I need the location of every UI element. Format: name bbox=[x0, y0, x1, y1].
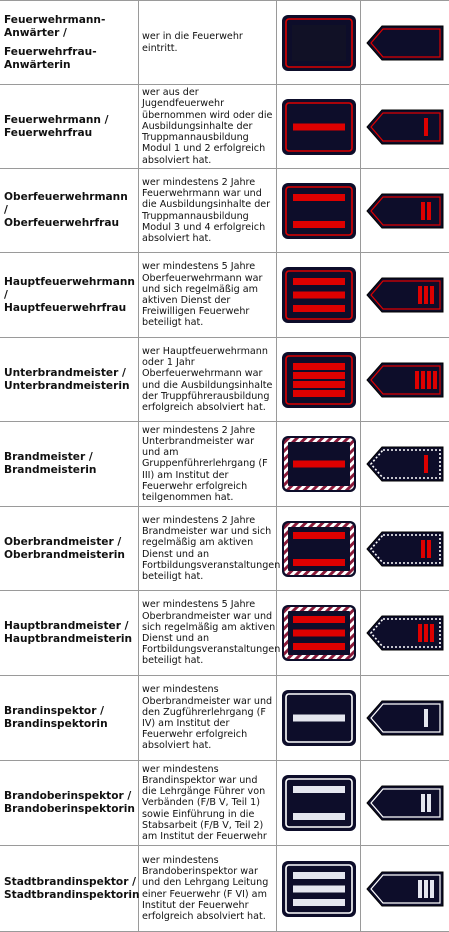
rank-badge-icon bbox=[281, 774, 357, 832]
rank-title-line: Brandmeister / bbox=[4, 451, 93, 463]
rank-title-line: Unterbrandmeisterin bbox=[4, 379, 130, 392]
badge-stripe bbox=[293, 885, 345, 892]
rank-title-line: Oberbrandmeisterin bbox=[4, 548, 125, 561]
rank-description-cell bbox=[139, 338, 277, 421]
shoulder-board-icon bbox=[364, 614, 446, 652]
rank-badge-cell bbox=[277, 422, 361, 506]
rank-description-cell bbox=[139, 507, 281, 590]
shoulder-bar bbox=[421, 540, 425, 558]
rank-description: wer mindestens Brandinspektor war und die Lehrgänge Führer von Verbänden (F/B V, Teil 1) sowie Einführung in die Stabsarbeit (F/B V, Teil 2) am Institut der Feuerwehr bbox=[142, 763, 267, 842]
shoulder-bar bbox=[427, 202, 431, 220]
rank-title-line: Hauptbrandmeister / bbox=[4, 620, 129, 632]
rank-badge-icon bbox=[281, 182, 357, 240]
rank-title bbox=[4, 536, 125, 562]
rank-description: wer mindestens 5 Jahre Oberfeuerwehrmann war und sich regelmäßig am aktiven Dienst der Freiwilligen Feuerwehr beteiligt hat. bbox=[142, 261, 263, 329]
rank-description: wer in die Feuerwehr eintritt. bbox=[142, 31, 243, 54]
shoulder-bar bbox=[421, 794, 425, 812]
rank-title bbox=[4, 620, 132, 646]
rank-description-cell bbox=[139, 676, 277, 760]
shoulder-bar bbox=[424, 624, 428, 642]
rank-shoulder-cell bbox=[361, 85, 449, 168]
shoulder-board-icon bbox=[364, 24, 446, 62]
rank-title bbox=[4, 114, 109, 140]
rank-row bbox=[0, 591, 449, 676]
shoulder-board-icon bbox=[364, 784, 446, 822]
rank-description: wer mindestens 2 Jahre Unterbrandmeister war und am Gruppenführerlehrgang (F III) am Institut der Feuerwehr erfolgreich teilgenommen hat. bbox=[142, 424, 268, 503]
badge-stripe bbox=[293, 363, 345, 370]
rank-title-cell bbox=[0, 338, 139, 421]
rank-title-line: Feuerwehrfrau bbox=[4, 126, 93, 139]
rank-badge-icon bbox=[281, 98, 357, 156]
rank-badge-icon bbox=[281, 604, 357, 662]
rank-badge-icon bbox=[281, 351, 357, 409]
rank-title-line: Brandoberinspektor / bbox=[4, 790, 132, 802]
shoulder-bar bbox=[427, 540, 431, 558]
rank-description-cell bbox=[139, 253, 277, 337]
rank-description-cell bbox=[139, 761, 277, 845]
rank-title-line: Hauptfeuerwehrmann / bbox=[4, 275, 135, 301]
rank-description-cell bbox=[139, 591, 281, 675]
rank-badge-cell bbox=[277, 761, 361, 845]
rank-row bbox=[0, 85, 449, 169]
shoulder-board-icon bbox=[364, 870, 446, 908]
rank-title-cell bbox=[0, 761, 139, 845]
rank-row bbox=[0, 676, 449, 761]
rank-shoulder-cell bbox=[361, 338, 449, 421]
rank-row bbox=[0, 0, 449, 85]
rank-description: wer mindestens Oberbrandmeister war und den Zugführerlehrgang (F IV) am Institut der Feuerwehr erfolgreich absolviert hat. bbox=[142, 684, 273, 752]
shoulder-bar bbox=[421, 202, 425, 220]
rank-badge-icon bbox=[281, 689, 357, 747]
rank-badge-cell bbox=[277, 338, 361, 421]
rank-badge-cell bbox=[277, 253, 361, 337]
rank-title-line: Brandinspektor / bbox=[4, 705, 104, 717]
rank-badge-cell bbox=[277, 1, 361, 84]
shoulder-bar bbox=[424, 286, 428, 304]
rank-title-line: Oberfeuerwehrmann / bbox=[4, 191, 128, 216]
shoulder-bar bbox=[433, 371, 437, 389]
badge-stripe bbox=[293, 278, 345, 285]
rank-description-cell bbox=[139, 169, 277, 252]
rank-badge-cell bbox=[277, 591, 361, 675]
badge-stripe bbox=[293, 372, 345, 379]
rank-title-line: Brandinspektorin bbox=[4, 718, 108, 730]
rank-badge-icon bbox=[281, 14, 357, 72]
rank-title-line: Feuerwehrmann / bbox=[4, 113, 109, 126]
rank-description: wer Hauptfeuerwehrmann oder 1 Jahr Oberfeuerwehrmann war und die Ausbildungsinhalte der Truppführerausbildung erfolgreich absolviert hat. bbox=[142, 345, 273, 413]
rank-title-cell bbox=[0, 253, 139, 337]
shoulder-board-icon bbox=[364, 192, 446, 230]
shoulder-board-icon bbox=[364, 361, 446, 399]
rank-row bbox=[0, 253, 449, 338]
rank-description-cell bbox=[139, 422, 277, 506]
shoulder-bar bbox=[430, 624, 434, 642]
rank-row bbox=[0, 422, 449, 507]
badge-stripe bbox=[293, 899, 345, 906]
rank-title-cell bbox=[0, 507, 139, 590]
rank-title-cell bbox=[0, 1, 139, 84]
rank-title-line: Stadtbrandinspektorin bbox=[4, 888, 140, 901]
rank-title-line: Hauptfeuerwehrfrau bbox=[4, 301, 127, 314]
badge-stripe bbox=[293, 305, 345, 312]
rank-title-line: Hauptbrandmeisterin bbox=[4, 633, 133, 645]
rank-badge-icon bbox=[281, 435, 357, 493]
rank-title-line: Anwärterin bbox=[4, 58, 71, 71]
rank-description: wer mindestens 2 Jahre Brandmeister war und sich regelmäßig am aktiven Dienst und an Fortbildungsveranstaltungen beteiligt hat. bbox=[142, 514, 281, 582]
rank-badge-cell bbox=[277, 676, 361, 760]
rank-title bbox=[4, 276, 135, 315]
rank-title-cell bbox=[0, 846, 139, 931]
rank-row bbox=[0, 761, 449, 846]
rank-title-line: Feuerwehrmann- bbox=[4, 13, 106, 26]
shoulder-bar bbox=[430, 880, 434, 898]
rank-description: wer mindestens Brandoberinspektor war und den Lehrgang Leitung einer Feuerwehr (F VI) am Institut der Feuerwehr erfolgreich absolviert hat. bbox=[142, 854, 269, 922]
shoulder-bar bbox=[427, 371, 431, 389]
badge-stripe bbox=[293, 123, 345, 130]
rank-title-line: Feuerwehrfrau- bbox=[4, 45, 97, 58]
rank-title-line: Oberfeuerwehrfrau bbox=[4, 217, 120, 229]
rank-badge-icon bbox=[281, 520, 357, 578]
rank-title bbox=[4, 876, 140, 902]
rank-title-cell bbox=[0, 591, 139, 675]
badge-stripe bbox=[293, 390, 345, 397]
shoulder-bar bbox=[424, 455, 428, 473]
rank-description-cell bbox=[139, 846, 277, 931]
shoulder-bar bbox=[418, 880, 422, 898]
rank-row bbox=[0, 507, 449, 591]
badge-stripe bbox=[293, 813, 345, 820]
rank-row bbox=[0, 169, 449, 253]
badge-stripe bbox=[293, 559, 345, 566]
badge-stripe bbox=[293, 381, 345, 388]
rank-shoulder-cell bbox=[361, 253, 449, 337]
shoulder-board-icon bbox=[364, 108, 446, 146]
shoulder-bar bbox=[427, 794, 431, 812]
shoulder-bar bbox=[415, 371, 419, 389]
rank-row bbox=[0, 846, 449, 932]
badge-stripe bbox=[293, 461, 345, 468]
rank-description: wer mindestens 5 Jahre Oberbrandmeister war und sich regelmäßig am aktiven Dienst und an Fortbildungsveranstaltungen beteiligt hat. bbox=[142, 599, 281, 667]
rank-title-line: Brandmeisterin bbox=[4, 464, 97, 476]
badge-stripe bbox=[293, 872, 345, 879]
badge-stripe bbox=[293, 194, 345, 201]
shoulder-bar bbox=[418, 624, 422, 642]
shoulder-bar bbox=[424, 880, 428, 898]
rank-badge-cell bbox=[277, 507, 361, 590]
shoulder-bar bbox=[424, 709, 428, 727]
rank-title-cell bbox=[0, 169, 139, 252]
rank-shoulder-cell bbox=[361, 846, 449, 931]
shoulder-bar bbox=[421, 371, 425, 389]
rank-title-line: Brandoberinspektorin bbox=[4, 803, 135, 815]
rank-description-cell bbox=[139, 1, 277, 84]
shoulder-bar bbox=[418, 286, 422, 304]
rank-shoulder-cell bbox=[361, 169, 449, 252]
badge-stripe bbox=[293, 786, 345, 793]
rank-badge-icon bbox=[281, 266, 357, 324]
shoulder-board-icon bbox=[364, 445, 446, 483]
badge-stripe bbox=[293, 643, 345, 650]
rank-title-line: Unterbrandmeister / bbox=[4, 366, 126, 379]
rank-description: wer mindestens 2 Jahre Feuerwehrmann war und die Ausbildungsinhalte der Truppmannausbildung Modul 3 und 4 erfolgreich absolviert hat. bbox=[142, 176, 271, 244]
rank-title-line: Anwärter / bbox=[4, 26, 67, 39]
shoulder-bar bbox=[424, 118, 428, 136]
badge-stripe bbox=[293, 221, 345, 228]
rank-title bbox=[4, 191, 134, 230]
shoulder-board-icon bbox=[364, 276, 446, 314]
rank-description-cell bbox=[139, 85, 277, 168]
shoulder-board-icon bbox=[364, 530, 446, 568]
shoulder-board-icon bbox=[364, 699, 446, 737]
badge-stripe bbox=[293, 532, 345, 539]
badge-stripe bbox=[293, 292, 345, 299]
rank-title-cell bbox=[0, 676, 139, 760]
rank-title bbox=[4, 790, 135, 816]
rank-row bbox=[0, 338, 449, 422]
rank-title bbox=[4, 705, 108, 731]
rank-title bbox=[4, 451, 96, 477]
rank-shoulder-cell bbox=[361, 761, 449, 845]
badge-stripe bbox=[293, 715, 345, 722]
rank-title-line: Stadtbrandinspektor / bbox=[4, 875, 136, 888]
rank-shoulder-cell bbox=[361, 676, 449, 760]
rank-title bbox=[4, 14, 105, 72]
rank-badge-cell bbox=[277, 85, 361, 168]
rank-title-cell bbox=[0, 85, 139, 168]
badge-stripe bbox=[293, 630, 345, 637]
rank-title bbox=[4, 367, 130, 393]
badge-stripe bbox=[293, 616, 345, 623]
rank-badge-cell bbox=[277, 169, 361, 252]
rank-badge-cell bbox=[277, 846, 361, 931]
rank-title-line: Oberbrandmeister / bbox=[4, 535, 122, 548]
rank-shoulder-cell bbox=[361, 591, 449, 675]
shoulder-bar bbox=[430, 286, 434, 304]
rank-description: wer aus der Jugendfeuerwehr übernommen wird oder die Ausbildungsinhalte der Truppmannausbildung Modul 1 und 2 erfolgreich absolviert hat. bbox=[142, 87, 273, 166]
rank-shoulder-cell bbox=[361, 507, 449, 590]
rank-shoulder-cell bbox=[361, 1, 449, 84]
rank-badge-icon bbox=[281, 860, 357, 918]
rank-title-cell bbox=[0, 422, 139, 506]
rank-shoulder-cell bbox=[361, 422, 449, 506]
